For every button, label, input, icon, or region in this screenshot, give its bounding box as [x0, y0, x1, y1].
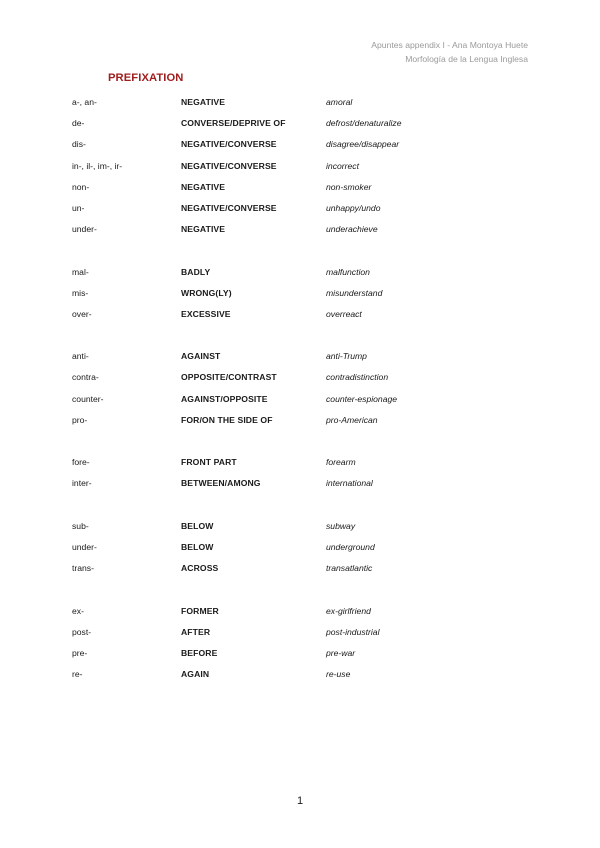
table-row	[72, 452, 532, 473]
meaning-cell: BEFORE	[181, 647, 218, 658]
meaning-cell: BADLY	[181, 266, 211, 277]
prefix-cell: ex-	[72, 605, 84, 616]
prefix-cell: trans-	[72, 563, 94, 574]
table-row	[72, 92, 532, 113]
example-cell: international	[326, 478, 373, 489]
meaning-cell: FORMER	[181, 605, 219, 616]
header-line-2: Morfología de la Lengua Inglesa	[405, 54, 528, 64]
example-cell: transatlantic	[326, 563, 373, 574]
table-row	[72, 304, 532, 325]
prefix-cell: counter-	[72, 393, 104, 404]
meaning-cell: WRONG(LY)	[181, 287, 232, 298]
meaning-cell: NEGATIVE	[181, 224, 226, 235]
section-title: PREFIXATION	[108, 72, 184, 84]
example-cell: incorrect	[326, 160, 359, 171]
example-cell: misunderstand	[326, 287, 383, 298]
example-cell: pre-war	[326, 647, 356, 658]
table-row	[72, 643, 532, 664]
prefix-cell: in-, il-, im-, ir-	[72, 160, 123, 171]
prefix-cell: under-	[72, 224, 97, 235]
header-line-1: Apuntes appendix I - Ana Montoya Huete	[371, 40, 528, 50]
prefix-cell: a-, an-	[72, 97, 97, 107]
example-cell: unhappy/undo	[326, 202, 381, 213]
table-row	[72, 113, 532, 134]
meaning-cell: BETWEEN/AMONG	[181, 478, 261, 489]
prefix-cell: inter-	[72, 478, 92, 489]
example-cell: post-industrial	[326, 626, 380, 637]
table-row	[72, 516, 532, 537]
table-row	[72, 346, 532, 367]
meaning-cell: NEGATIVE	[181, 181, 226, 192]
meaning-cell: NEGATIVE/CONVERSE	[181, 139, 277, 150]
meaning-cell: BELOW	[181, 541, 214, 552]
prefix-cell: re-	[72, 669, 83, 680]
table-row	[72, 473, 532, 494]
example-cell: amoral	[326, 97, 353, 107]
example-cell: anti-Trump	[326, 351, 367, 362]
example-cell: overreact	[326, 308, 362, 319]
prefix-cell: under-	[72, 541, 97, 552]
meaning-cell: AFTER	[181, 626, 211, 637]
prefix-cell: dis-	[72, 139, 86, 150]
example-cell: forearm	[326, 457, 356, 468]
table-row	[72, 601, 532, 622]
prefix-cell: fore-	[72, 457, 90, 468]
table-row	[72, 134, 532, 155]
meaning-cell: NEGATIVE	[181, 97, 226, 107]
table-row	[72, 537, 532, 558]
example-cell: subway	[326, 520, 356, 531]
meaning-cell: AGAINST	[181, 351, 221, 362]
example-cell: counter-espionage	[326, 393, 398, 404]
table-row	[72, 177, 532, 198]
prefix-cell: mal-	[72, 266, 89, 277]
prefix-cell: non-	[72, 181, 90, 192]
group-spacer	[72, 431, 532, 452]
table-row	[72, 558, 532, 579]
group-spacer	[72, 325, 532, 346]
meaning-cell: AGAINST/OPPOSITE	[181, 393, 268, 404]
example-cell: non-smoker	[326, 181, 372, 192]
prefix-cell: contra-	[72, 372, 99, 383]
prefix-cell: pre-	[72, 647, 88, 658]
example-cell: disagree/disappear	[326, 139, 400, 150]
prefix-cell: sub-	[72, 520, 89, 531]
table-row	[72, 389, 532, 410]
meaning-cell: FRONT PART	[181, 457, 237, 468]
prefix-cell: post-	[72, 626, 92, 637]
example-cell: pro-American	[326, 414, 378, 425]
table-row	[72, 410, 532, 431]
table-row	[72, 262, 532, 283]
meaning-cell: ACROSS	[181, 563, 219, 574]
page-header	[371, 38, 528, 66]
prefix-cell: mis-	[72, 287, 89, 298]
meaning-cell: NEGATIVE/CONVERSE	[181, 202, 277, 213]
example-cell: re-use	[326, 669, 351, 680]
meaning-cell: NEGATIVE/CONVERSE	[181, 160, 277, 171]
table-row	[72, 622, 532, 643]
table-row	[72, 367, 532, 388]
meaning-cell: OPPOSITE/CONTRAST	[181, 372, 277, 383]
table-row	[72, 664, 532, 685]
meaning-cell: EXCESSIVE	[181, 308, 231, 319]
table-row	[72, 219, 532, 240]
page-number: 1	[296, 795, 304, 807]
prefix-cell: de-	[72, 118, 85, 129]
example-cell: malfunction	[326, 266, 370, 277]
prefix-cell: anti-	[72, 351, 89, 362]
prefix-cell: pro-	[72, 414, 88, 425]
example-cell: defrost/denaturalize	[326, 118, 402, 129]
example-cell: underground	[326, 541, 375, 552]
meaning-cell: FOR/ON THE SIDE OF	[181, 414, 273, 425]
group-spacer	[72, 579, 532, 600]
table-row	[72, 283, 532, 304]
meaning-cell: BELOW	[181, 520, 214, 531]
table-row	[72, 198, 532, 219]
group-spacer	[72, 495, 532, 516]
meaning-cell: AGAIN	[181, 669, 210, 680]
example-cell: underachieve	[326, 224, 378, 235]
table-row	[72, 156, 532, 177]
meaning-cell: CONVERSE/DEPRIVE OF	[181, 118, 286, 129]
example-cell: contradistinction	[326, 372, 389, 383]
prefix-cell: over-	[72, 308, 92, 319]
group-spacer	[72, 240, 532, 261]
example-cell: ex-girlfriend	[326, 605, 371, 616]
prefix-cell: un-	[72, 202, 85, 213]
prefix-table	[72, 92, 532, 685]
